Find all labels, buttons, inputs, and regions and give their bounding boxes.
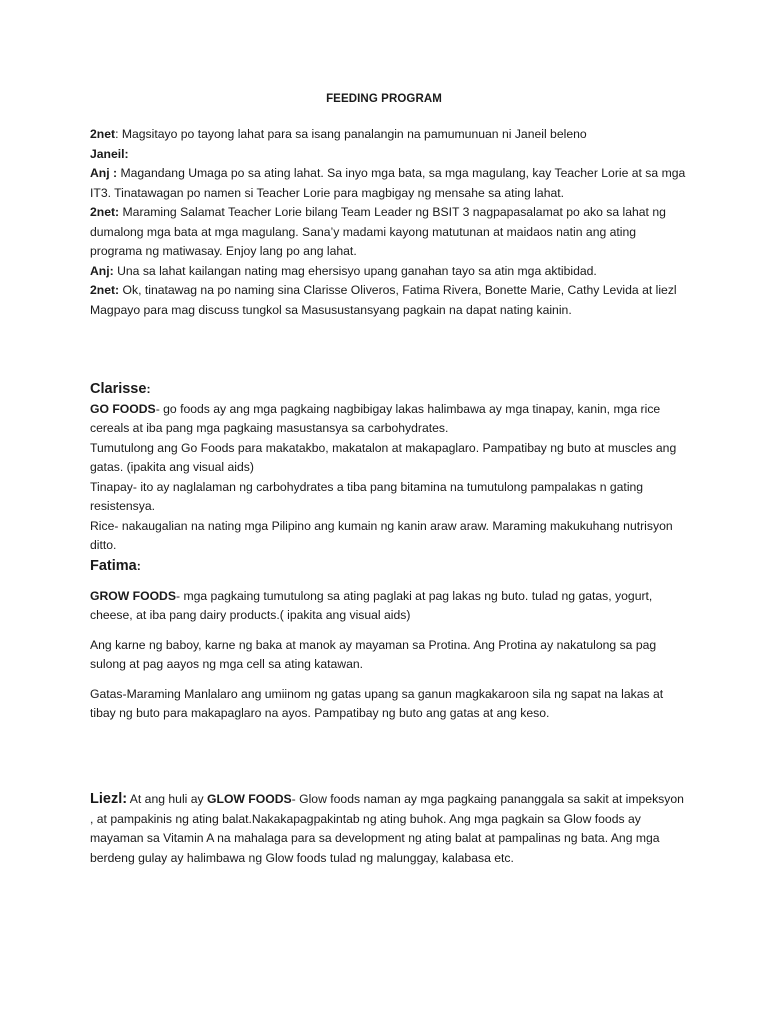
dialogue-text: Magandang Umaga po sa ating lahat. Sa inyo mga bata, sa mga magulang, kay Teacher Lorie at sa mga IT3. Tinatawagan po namen si Teacher Lorie para magbigay ng mensahe sa ating lahat. — [90, 166, 686, 200]
liezl-section — [90, 790, 690, 868]
go-foods-paragraph: GO FOODS- go foods ay ang mga pagkaing nagbibigay lakas halimbawa ay mga tinapay, kanin, mga rice cereals at iba pang mga pagkaing masustansya sa carbohydrates. — [90, 401, 661, 435]
dialogue-line — [90, 262, 690, 282]
paragraph: Tumutulong ang Go Foods para makatakbo, makatalon at makapaglaro. Pampatibay ng buto at muscles ang gatas. (ipakita ang visual aids) — [90, 440, 677, 474]
fatima-section — [90, 557, 690, 724]
intro-section — [90, 125, 690, 320]
glow-foods-label: GLOW FOODS — [207, 792, 292, 806]
dialogue-line — [90, 203, 690, 262]
speaker-name: 2net — [90, 127, 116, 141]
speaker-name: 2net: — [90, 205, 120, 219]
grow-foods-label: GROW FOODS — [90, 588, 176, 603]
dialogue-line — [90, 164, 690, 203]
paragraph: Tinapay- ito ay naglalaman ng carbohydrates a tiba pang bitamina na tumutulong pampalakas n gating resistensya. — [90, 479, 644, 513]
speaker-name: 2net: — [90, 283, 120, 297]
section-heading: Fatima: — [90, 558, 141, 574]
speaker-name: Anj : — [90, 166, 118, 180]
speaker-name: Janeil: — [90, 146, 129, 161]
glow-foods-paragraph: Liezl: At ang huli ay GLOW FOODS- Glow foods naman ay mga pagkaing pananggala sa sakit at impeksyon , at pampakinis ng ating balat.Nakakapagpakintab ng ating buhok. Ang mga pagkain sa Glow foods ay mayaman sa Vitamin A na mahalaga para sa development ng ating balat at pampalinas ng bata. Ang mga berdeng gulay ay halimbawa ng Glow foods tulad ng malunggay, kalabasa etc. — [90, 791, 684, 865]
paragraph: Rice- nakaugalian na nating mga Pilipino ang kumain ng kanin araw araw. Maraming makukuhang nutrisyon ditto. — [90, 518, 673, 552]
dialogue-line — [90, 281, 690, 320]
speaker-name: Anj: — [90, 263, 114, 278]
paragraph: Ang karne ng baboy, karne ng baka at manok ay mayaman sa Protina. Ang Protina ay nakatulong sa pag sulong at pag aayos ng mga cell sa ating katawan. — [90, 637, 657, 671]
go-foods-label: GO FOODS — [90, 401, 156, 416]
document-title: FEEDING PROGRAM — [326, 93, 442, 105]
dialogue-text: Una sa lahat kailangan nating mag ehersisyo upang ganahan tayo sa atin mga aktibidad. — [117, 263, 597, 278]
section-heading: Clarisse: — [90, 381, 151, 397]
dialogue-text: Maraming Salamat Teacher Lorie bilang Team Leader ng BSIT 3 nagpapasalamat po ako sa lahat ng dumalong mga bata at mga magulang. Sana’y madami kayong matutunan at maidaos natin ang ating programa ng matiwasay. Enjoy lang po ang lahat. — [90, 205, 666, 258]
section-heading: Liezl: — [90, 791, 128, 807]
paragraph: Gatas-Maraming Manlalaro ang umiinom ng gatas upang sa ganun magkakaroon sila ng sapat na lakas at tibay ng buto para makapaglaro na ayos. Pampatibay ng buto ang gatas at ang keso. — [90, 686, 664, 720]
dialogue-line — [90, 145, 690, 165]
dialogue-line: 2net: Magsitayo po tayong lahat para sa isang panalangin na pamumunuan ni Janeil beleno — [90, 127, 587, 141]
dialogue-text: Magsitayo po tayong lahat para sa isang panalangin na pamumunuan ni Janeil beleno — [121, 127, 587, 141]
clarisse-section — [90, 380, 690, 556]
grow-foods-paragraph: GROW FOODS- mga pagkaing tumutulong sa ating paglaki at pag lakas ng buto. tulad ng gatas, yogurt, cheese, at iba pang dairy products.( ipakita ang visual aids) — [90, 588, 653, 622]
dialogue-text: Ok, tinatawag na po naming sina Clarisse Oliveros, Fatima Rivera, Bonette Marie, Cathy Levida at liezl Magpayo para mag discuss tungkol sa Masusustansyang pagkain na dapat nating kainin. — [90, 283, 677, 317]
